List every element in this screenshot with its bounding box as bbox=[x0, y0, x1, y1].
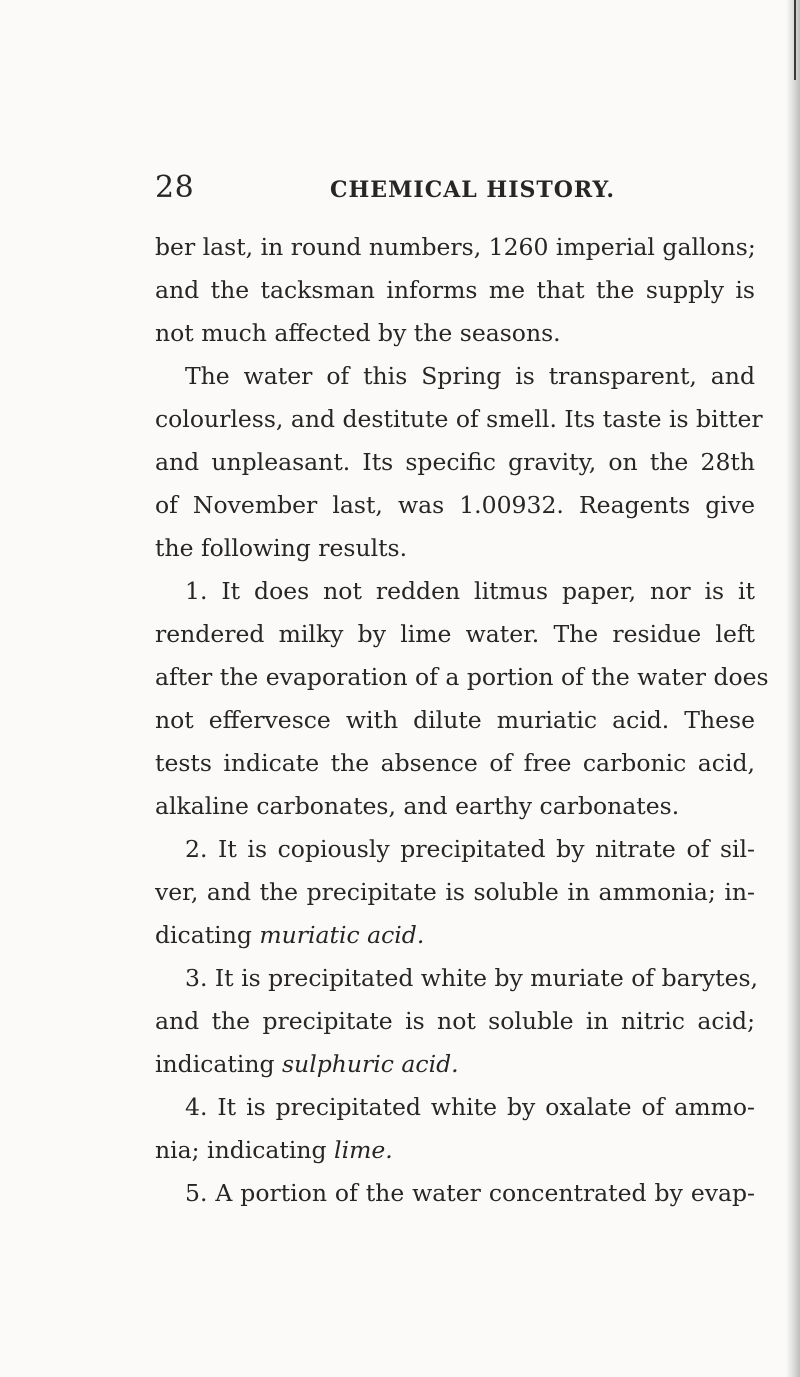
page-edge-shadow bbox=[786, 0, 800, 1377]
text-line bbox=[155, 914, 755, 957]
text-line: and unpleasant. Its specific gravity, on the 28th bbox=[155, 448, 755, 476]
text-line: not much affected by the seasons. bbox=[155, 319, 561, 347]
text-line bbox=[155, 1129, 755, 1172]
italic-term: sulphuric acid. bbox=[282, 1050, 459, 1078]
text-line: The water of this Spring is transparent, and bbox=[185, 362, 755, 390]
text-line: 1. It does not redden litmus paper, nor is it bbox=[185, 577, 755, 605]
text-line: and the tacksman informs me that the supply is bbox=[155, 276, 755, 304]
page-header bbox=[155, 170, 755, 210]
text-line: alkaline carbonates, and earthy carbonates. bbox=[155, 792, 680, 820]
text-line-plain: nia; indicating bbox=[155, 1136, 335, 1164]
text-line: the following results. bbox=[155, 534, 408, 562]
text-line: 5. A portion of the water concentrated by evap- bbox=[185, 1179, 755, 1207]
text-line: 4. It is precipitated white by oxalate of ammo- bbox=[185, 1093, 755, 1121]
italic-term: muriatic acid. bbox=[259, 921, 425, 949]
page-number: 28 bbox=[155, 170, 195, 205]
text-line: of November last, was 1.00932. Reagents give bbox=[155, 491, 755, 519]
text-line: and the precipitate is not soluble in nitric acid; bbox=[155, 1007, 755, 1035]
text-line: after the evaporation of a portion of the water does bbox=[155, 663, 769, 691]
text-line-plain: indicating bbox=[155, 1050, 282, 1078]
text-line: ver, and the precipitate is soluble in ammonia; in- bbox=[155, 878, 755, 906]
text-line: tests indicate the absence of free carbonic acid, bbox=[155, 749, 755, 777]
italic-term: lime. bbox=[334, 1136, 393, 1164]
text-line bbox=[155, 1043, 755, 1086]
text-line: ber last, in round numbers, 1260 imperial gallons; bbox=[155, 233, 756, 261]
text-line: rendered milky by lime water. The residue left bbox=[155, 620, 755, 648]
text-line-plain: dicating bbox=[155, 921, 260, 949]
text-line: 3. It is precipitated white by muriate of barytes, bbox=[185, 964, 759, 992]
page-edge-line bbox=[794, 0, 796, 80]
running-head: CHEMICAL HISTORY. bbox=[330, 177, 616, 203]
text-line: 2. It is copiously precipitated by nitrate of sil- bbox=[185, 835, 755, 863]
text-line: not effervesce with dilute muriatic acid. These bbox=[155, 706, 755, 734]
text-line: colourless, and destitute of smell. Its taste is bitter bbox=[155, 405, 763, 433]
page-body bbox=[155, 226, 769, 1215]
